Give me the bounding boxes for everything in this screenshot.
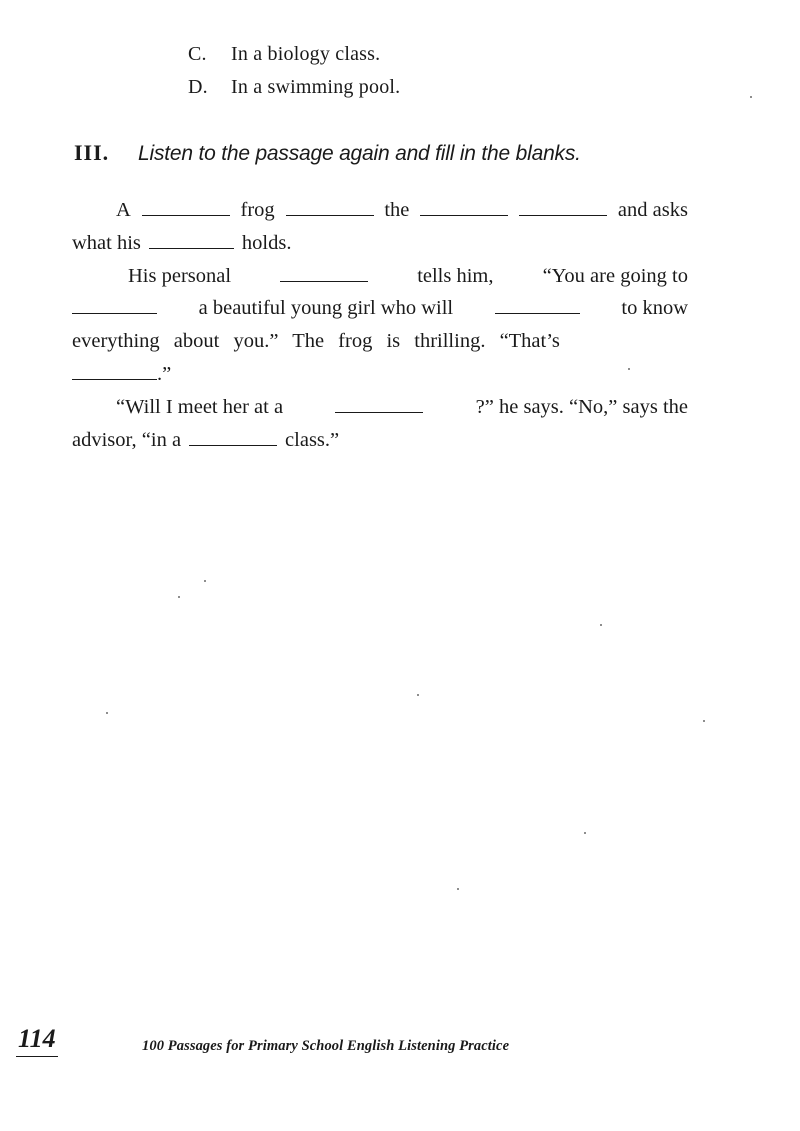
passage-text: and asks (617, 199, 688, 221)
scan-speck (584, 832, 586, 834)
blank[interactable] (189, 427, 277, 446)
option-text: In a biology class. (231, 43, 381, 65)
option-d (188, 71, 400, 104)
blank[interactable] (420, 197, 508, 216)
blank[interactable] (142, 197, 230, 216)
scan-speck (457, 888, 459, 890)
passage-line (72, 260, 688, 293)
blank[interactable] (519, 197, 607, 216)
blank[interactable] (72, 295, 157, 314)
paragraph-3 (72, 391, 688, 457)
section-instruction: Listen to the passage again and fill in the blanks. (138, 142, 581, 165)
scan-speck (178, 596, 180, 598)
passage-line (72, 194, 688, 227)
section-number: III. (74, 140, 110, 165)
passage-line (72, 358, 688, 391)
blank[interactable] (286, 197, 374, 216)
scan-speck (600, 624, 602, 626)
passage-text: A (116, 199, 131, 221)
scan-speck (204, 580, 206, 582)
passage-text: advisor, “in a (72, 428, 182, 451)
section-heading (74, 140, 581, 166)
option-letter: C. (188, 43, 207, 65)
scan-speck (703, 720, 705, 722)
passage-line (72, 292, 688, 325)
passage-text: .” (157, 362, 172, 385)
book-title: 100 Passages for Primary School English Listening Practice (142, 1038, 510, 1054)
passage-line (72, 391, 688, 424)
scan-speck (417, 694, 419, 696)
answer-options (188, 38, 400, 104)
passage-text: what his (72, 231, 141, 254)
passage-text: His personal (128, 264, 232, 287)
scan-speck (628, 368, 630, 370)
blank[interactable] (335, 394, 423, 413)
passage-text: tells him, (417, 264, 494, 287)
passage-text: holds. (241, 231, 292, 254)
blank[interactable] (495, 295, 580, 314)
blank[interactable] (280, 263, 368, 282)
scan-speck (106, 712, 108, 714)
blank[interactable] (149, 230, 234, 249)
option-c (188, 38, 400, 71)
passage-text: to know (621, 297, 688, 320)
passage-text: the (384, 199, 410, 221)
passage-text: “Will I meet her at a (116, 395, 284, 418)
page-footer (16, 1024, 786, 1064)
fill-in-passage (72, 194, 688, 456)
scan-speck (750, 96, 752, 98)
passage-line (72, 325, 688, 358)
passage-text: class.” (285, 428, 340, 451)
option-text: In a swimming pool. (231, 76, 401, 98)
passage-line (72, 424, 688, 457)
blank[interactable] (72, 361, 157, 380)
passage-text: “You are going to (542, 264, 688, 287)
paragraph-1 (72, 194, 688, 260)
option-letter: D. (188, 76, 208, 98)
page-number: 114 (16, 1024, 58, 1057)
passage-text: ?” he says. “No,” says the (475, 395, 688, 418)
passage-text: frog (240, 199, 275, 221)
passage-text: a beautiful young girl who will (198, 297, 454, 320)
passage-text: everything about you.” The frog is thrilling. “That’s (72, 330, 560, 353)
passage-line (72, 227, 688, 260)
paragraph-2 (72, 260, 688, 391)
